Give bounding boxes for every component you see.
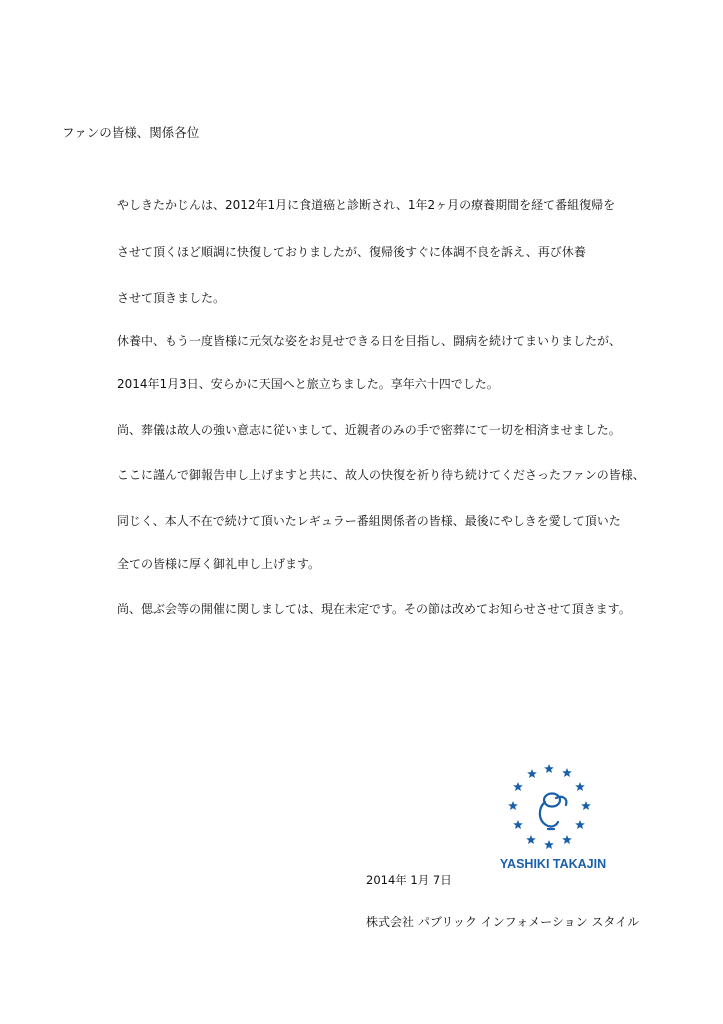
- body-line-2: させて頂くほど順調に快復しておりましたが、復帰後すぐに体調不良を訴え、再び休養: [117, 245, 586, 259]
- star-icon: [575, 782, 585, 791]
- star-icon: [526, 835, 536, 844]
- star-icon: [544, 840, 554, 849]
- body-line-8: 同じく、本人不在で続けて頂いたレギュラー番組関係者の皆様、最後にやしきを愛して頂いた: [117, 514, 621, 528]
- body-line-3: させて頂きました。: [117, 291, 226, 305]
- star-icon: [544, 764, 554, 773]
- body-line-7: ここに謹んで御報告申し上げますと共に、故人の快復を祈り待ち続けてくださったファンの皆様、: [117, 468, 645, 482]
- body-line-1: やしきたかじんは、2012年1月に食道癌と診断され、1年2ヶ月の療養期間を経て番組復帰を: [117, 198, 616, 212]
- star-icon: [581, 801, 591, 810]
- figure-icon: [540, 794, 567, 830]
- company-name: 株式会社 パブリック インフォメーション スタイル: [366, 915, 640, 929]
- yashiki-takajin-logo: [498, 762, 608, 874]
- body-line-6: 尚、葬儀は故人の強い意志に従いまして、近親者のみの手で密葬にて一切を相済ませました。: [117, 423, 621, 437]
- letter-date: 2014年 1月 7日: [366, 873, 452, 887]
- star-icon: [562, 768, 572, 777]
- star-icon: [575, 820, 585, 829]
- body-line-5: 2014年1月3日、安らかに天国へと旅立ちました。享年六十四でした。: [117, 377, 499, 391]
- star-icon: [562, 835, 572, 844]
- star-icon: [513, 820, 523, 829]
- body-line-4: 休養中、もう一度皆様に元気な姿をお見せできる日を目指し、闘病を続けてまいりましたが、: [117, 334, 622, 348]
- star-icon: [508, 801, 518, 810]
- salutation: ファンの皆様、関係各位: [62, 125, 200, 140]
- body-line-9: 全ての皆様に厚く御礼申し上げます。: [117, 557, 321, 571]
- body-line-10: 尚、偲ぶ会等の開催に関しましては、現在未定です。その節は改めてお知らせさせて頂きます。: [117, 602, 631, 616]
- star-icon: [513, 782, 523, 791]
- logo-text: YASHIKI TAKAJIN: [499, 857, 607, 871]
- star-icon: [527, 769, 537, 778]
